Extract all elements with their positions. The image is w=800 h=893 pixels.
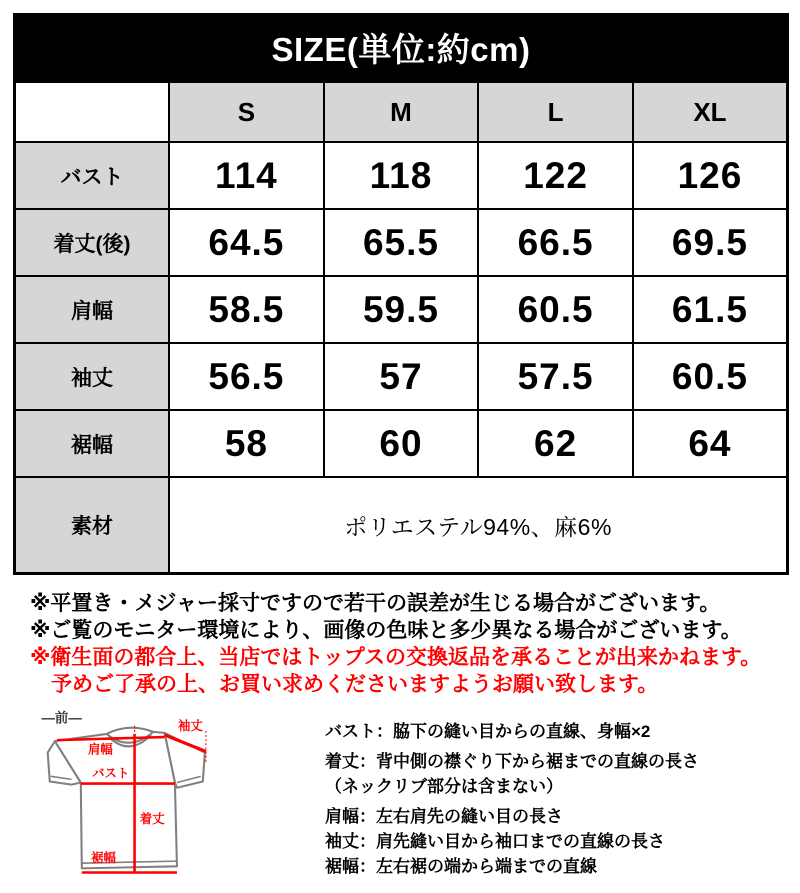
- size-value-cell: 118: [324, 142, 479, 209]
- notes-block: [30, 590, 789, 698]
- note-measure: ※平置き・メジャー採寸ですので若干の誤差が生じる場合がございます。: [30, 592, 721, 615]
- size-value-cell: 57: [324, 343, 479, 410]
- measurement-explanations: [325, 719, 699, 893]
- row-label-sleeve: 袖丈: [15, 343, 170, 410]
- size-header-xl: XL: [633, 82, 788, 142]
- table-row-length: [15, 209, 788, 276]
- size-value-cell: 62: [478, 410, 633, 477]
- size-value-cell: 126: [633, 142, 788, 209]
- note-no-return: ※衛生面の都合上、当店ではトップスの交換返品を承ることが出来かねます。: [30, 646, 762, 669]
- explanation-hem: 裾幅：左右裾の端から端までの直線: [325, 857, 597, 876]
- tshirt-measurement-diagram: [13, 706, 325, 893]
- diagram-length-label: 着丈: [139, 811, 165, 826]
- row-label-hem: 裾幅: [15, 410, 170, 477]
- note-monitor: ※ご覧のモニター環境により、画像の色味と多少異なる場合がございます。: [30, 619, 742, 642]
- explanation-length: 着丈：背中側の襟ぐり下から裾までの直線の長さ: [325, 752, 699, 771]
- row-label-shoulder: 肩幅: [15, 276, 170, 343]
- size-value-cell: 64.5: [169, 209, 324, 276]
- size-value-cell: 65.5: [324, 209, 479, 276]
- material-value: ポリエステル94%、麻6%: [169, 477, 787, 574]
- tshirt-outline: [48, 728, 205, 869]
- front-label: ―前―: [41, 710, 82, 726]
- row-label-length: 着丈(後): [15, 209, 170, 276]
- explanation-sleeve: 袖丈：肩先縫い目から袖口までの直線の長さ: [325, 832, 665, 851]
- table-row-sleeve: [15, 343, 788, 410]
- size-value-cell: 114: [169, 142, 324, 209]
- measurement-guide: [13, 706, 789, 893]
- size-value-cell: 58: [169, 410, 324, 477]
- size-value-cell: 66.5: [478, 209, 633, 276]
- size-value-cell: 61.5: [633, 276, 788, 343]
- size-value-cell: 69.5: [633, 209, 788, 276]
- size-chart-title: SIZE(単位:約cm): [15, 15, 788, 83]
- title-row: [15, 15, 788, 83]
- diagram-sleeve-label: 袖丈: [177, 718, 203, 733]
- row-label-bust: バスト: [15, 142, 170, 209]
- diagram-hem-label: 裾幅: [91, 851, 116, 866]
- explanation-length-note: （ネックリブ部分は含まない）: [325, 777, 563, 796]
- size-value-cell: 59.5: [324, 276, 479, 343]
- size-header-l: L: [478, 82, 633, 142]
- size-value-cell: 60.5: [478, 276, 633, 343]
- size-value-cell: 56.5: [169, 343, 324, 410]
- table-row-material: [15, 477, 788, 574]
- corner-cell: [15, 82, 170, 142]
- size-header-s: S: [169, 82, 324, 142]
- table-row-bust: [15, 142, 788, 209]
- size-value-cell: 60: [324, 410, 479, 477]
- note-no-return-2: 予めご了承の上、お買い求めくださいますようお願い致します。: [51, 673, 659, 696]
- diagram-bust-label: バスト: [92, 766, 130, 781]
- size-header-m: M: [324, 82, 479, 142]
- size-value-cell: 64: [633, 410, 788, 477]
- size-value-cell: 58.5: [169, 276, 324, 343]
- explanation-bust: バスト：脇下の縫い目からの直線、身幅×2: [325, 722, 651, 741]
- row-label-material: 素材: [15, 477, 170, 574]
- table-row-shoulder: [15, 276, 788, 343]
- table-row-hem: [15, 410, 788, 477]
- size-chart-table: [13, 13, 789, 575]
- size-value-cell: 60.5: [633, 343, 788, 410]
- size-value-cell: 57.5: [478, 343, 633, 410]
- explanation-shoulder: 肩幅：左右肩先の縫い目の長さ: [325, 807, 563, 826]
- tshirt-diagram-svg: [13, 706, 313, 888]
- size-value-cell: 122: [478, 142, 633, 209]
- size-header-row: [15, 82, 788, 142]
- diagram-shoulder-label: 肩幅: [88, 742, 113, 757]
